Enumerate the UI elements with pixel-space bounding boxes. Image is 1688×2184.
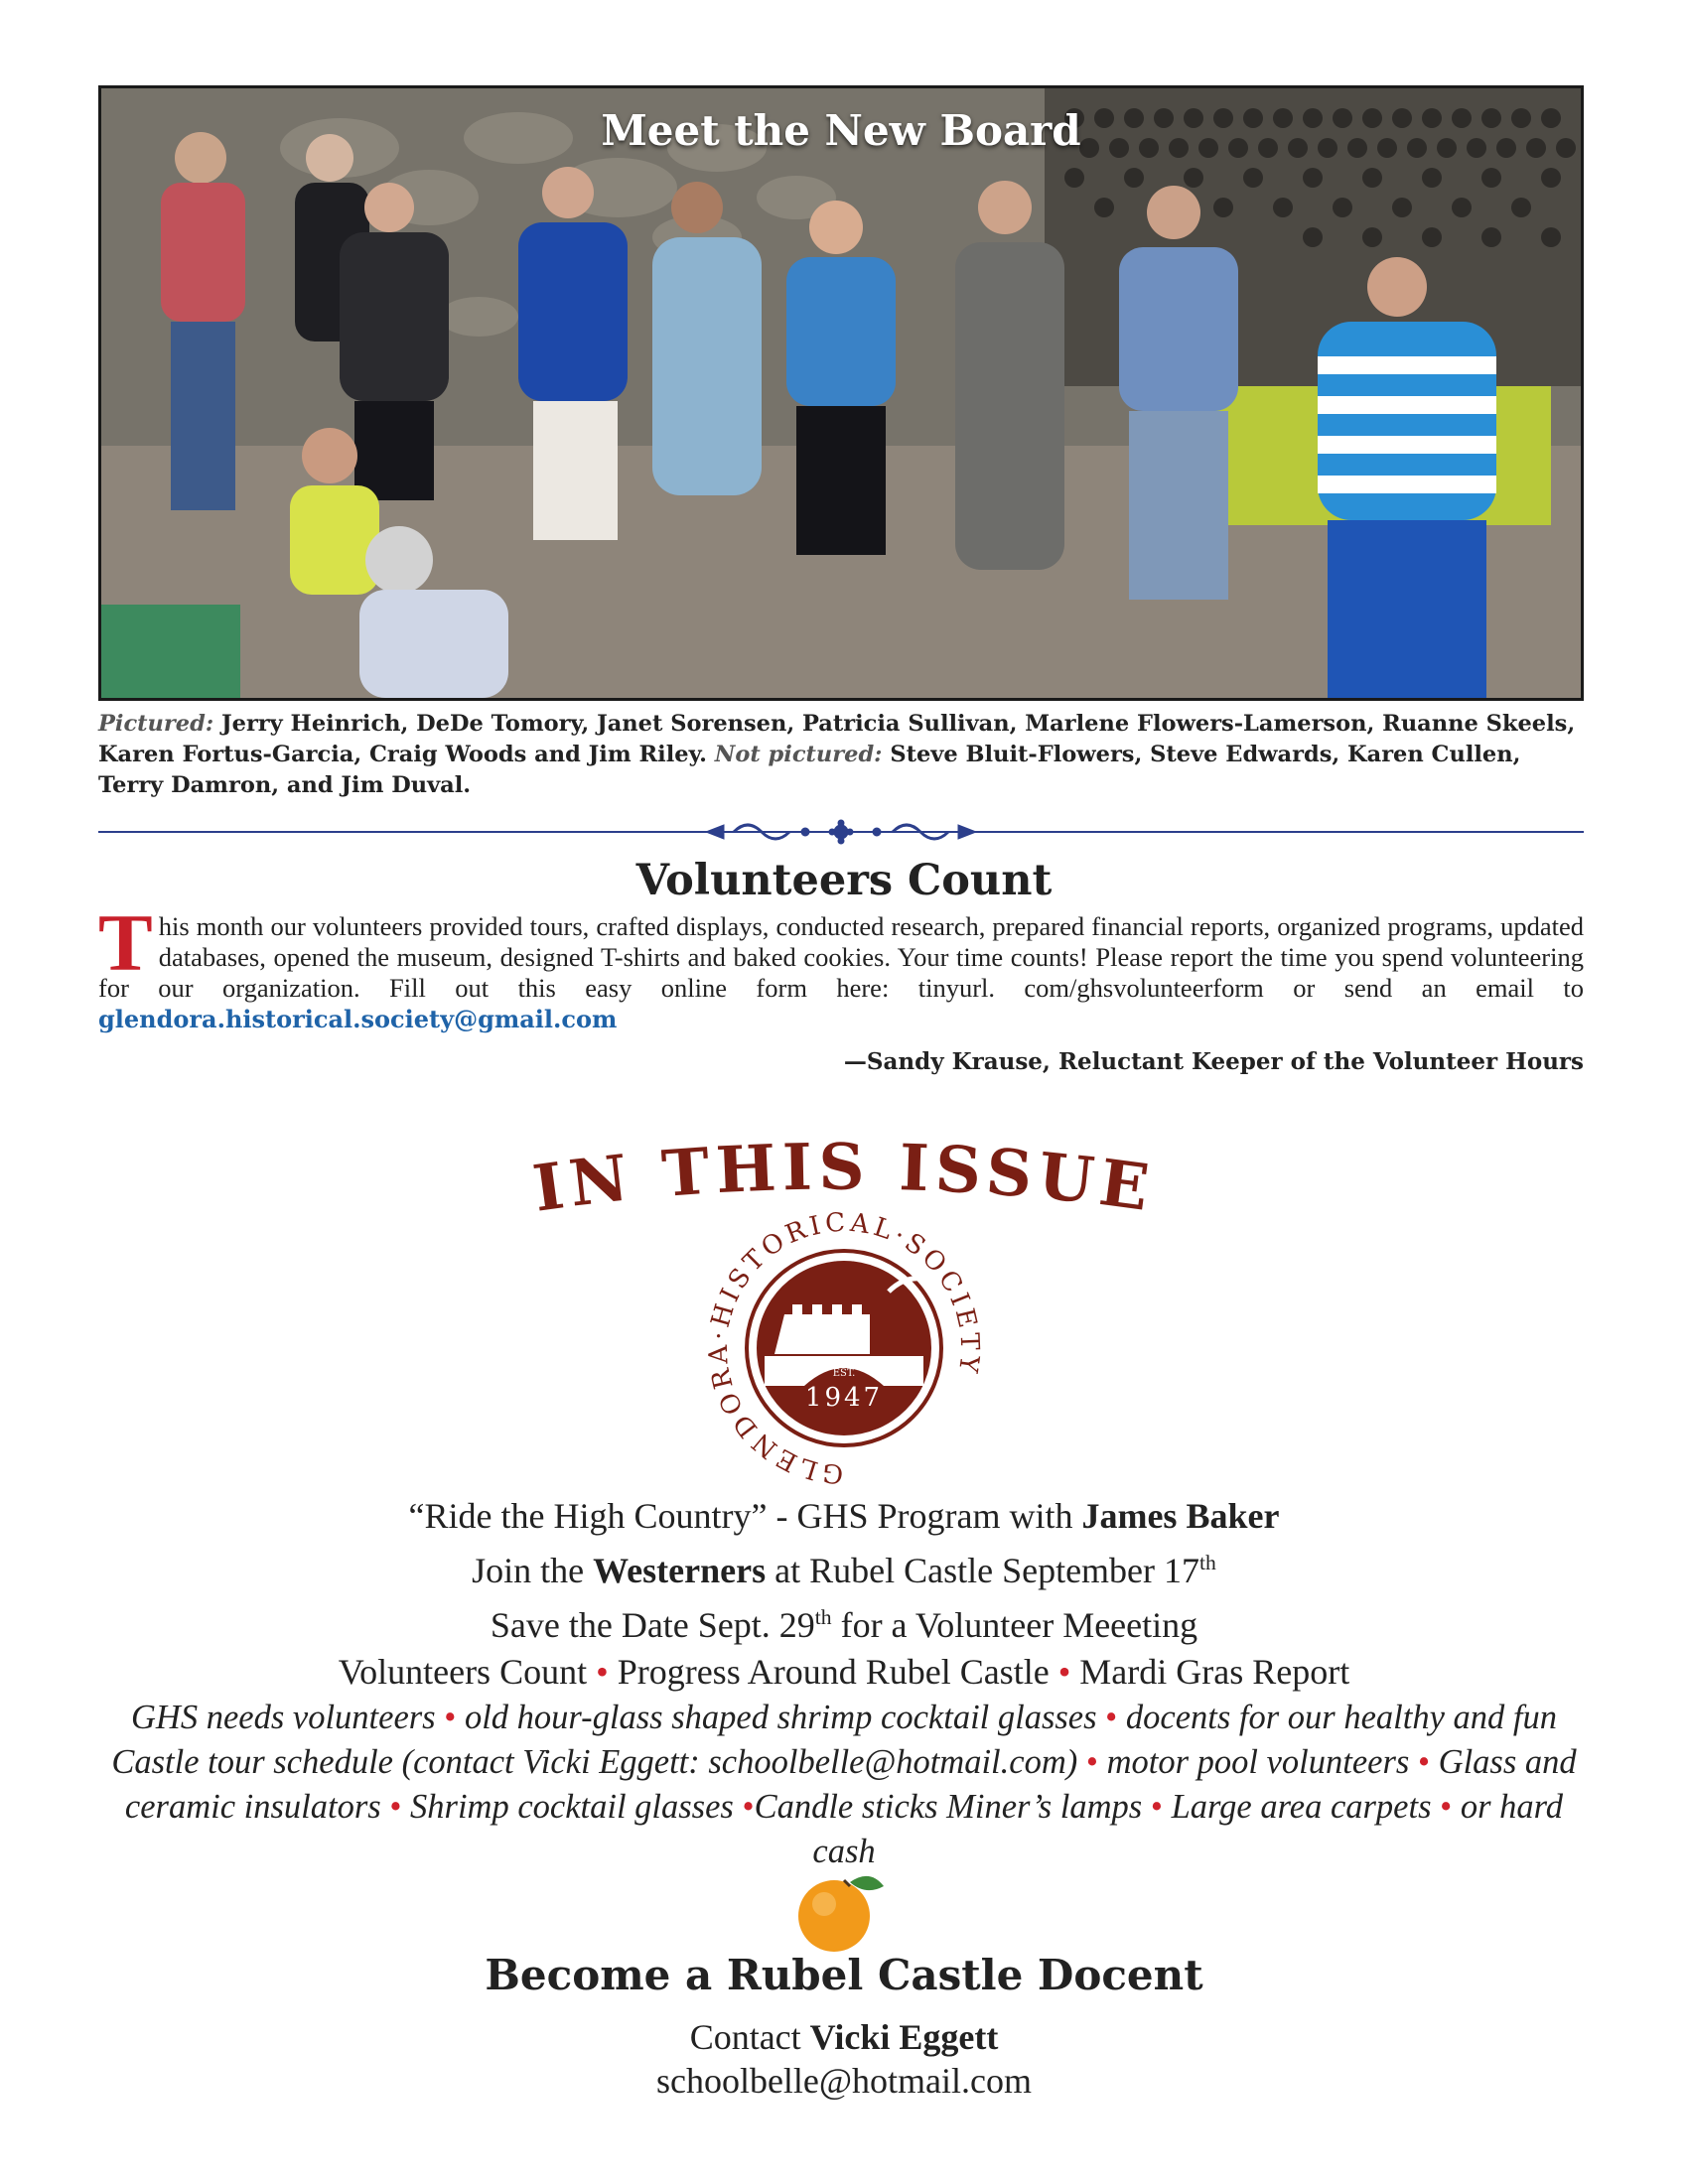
issue-line-westerners: Join the Westerners at Rubel Castle September 17th bbox=[472, 1551, 1216, 1590]
volunteers-text: his month our volunteers provided tours, crafted displays, conducted research, prepared financial reports, organized programs, updated databases, opened the museum, designed T-shirts and baked cookies. Your time counts! Please report the time you spend volunteering for our organization. Fill out this easy online form here: tinyurl. com/ghsvolunteerform or send an email to bbox=[98, 911, 1584, 1003]
issue-line-topics: Volunteers Count • Progress Around Rubel Castle • Mardi Gras Report bbox=[338, 1652, 1350, 1692]
speaker-name: James Baker bbox=[1081, 1496, 1280, 1536]
board-photo-illustration bbox=[101, 88, 1581, 698]
docent-email[interactable]: schoolbelle@hotmail.com bbox=[655, 2061, 1033, 2101]
issue-line-program: “Ride the High Country” - GHS Program with James Baker bbox=[408, 1496, 1280, 1536]
volunteer-email-link[interactable]: glendora.historical.society@gmail.com bbox=[98, 1005, 618, 1033]
issue-contents bbox=[0, 1493, 1688, 1874]
glendora-historical-society-logo bbox=[685, 1197, 1003, 1485]
docent-contact bbox=[0, 2015, 1688, 2103]
drop-cap: T bbox=[98, 897, 153, 988]
pictured-names: Jerry Heinrich, DeDe Tomory, Janet Sorensen, Patricia Sullivan, Marlene Flowers-Lamerson, Ruanne Skeels, Karen Fortus-Garcia, Craig Woods and Jim Riley. bbox=[98, 711, 1576, 767]
not-pictured-names: Steve Bluit-Flowers, Steve Edwards, Karen Cullen, Terry Damron, and Jim Duval. bbox=[98, 742, 1521, 798]
logo-year: 1947 bbox=[804, 1383, 884, 1413]
docent-heading: Become a Rubel Castle Docent bbox=[485, 1951, 1203, 1999]
docent-contact-line: Contact Vicki Eggett bbox=[689, 2017, 999, 2057]
photo-caption bbox=[98, 709, 1588, 801]
ornamental-divider bbox=[98, 818, 1584, 846]
in-this-issue-text: IN THIS ISSUE bbox=[528, 1130, 1160, 1221]
not-pictured-label: Not pictured: bbox=[714, 742, 883, 767]
docent-contact-name: Vicki Eggett bbox=[809, 2017, 999, 2057]
issue-needs-list: GHS needs volunteers • old hour-glass shaped shrimp cocktail glasses • docents for our healthy and fun Castle tour schedule (contact Vicki Eggett: schoolbelle@hotmail.com) • motor pool volunteers • Glass and ceramic insulators • Shrimp cocktail glasses •Candle sticks Miner’s lamps • Large area carpets • or hard cash bbox=[111, 1699, 1577, 1870]
board-photo bbox=[98, 85, 1584, 701]
issue-line-save-date: Save the Date Sept. 29th for a Volunteer Meeeting bbox=[490, 1605, 1198, 1645]
logo-est: EST. bbox=[832, 1368, 856, 1379]
volunteers-heading: Volunteers Count bbox=[635, 856, 1053, 905]
logo-ring-text: GLENDORA·HISTORICAL·SOCIETY bbox=[703, 1207, 985, 1485]
pictured-label: Pictured: bbox=[98, 711, 214, 737]
orange-icon bbox=[792, 1866, 892, 1956]
volunteers-signature: —Sandy Krause, Reluctant Keeper of the Volunteer Hours bbox=[843, 1048, 1584, 1075]
volunteers-body bbox=[98, 897, 1584, 1034]
photo-title: Meet the New Board bbox=[601, 106, 1081, 155]
